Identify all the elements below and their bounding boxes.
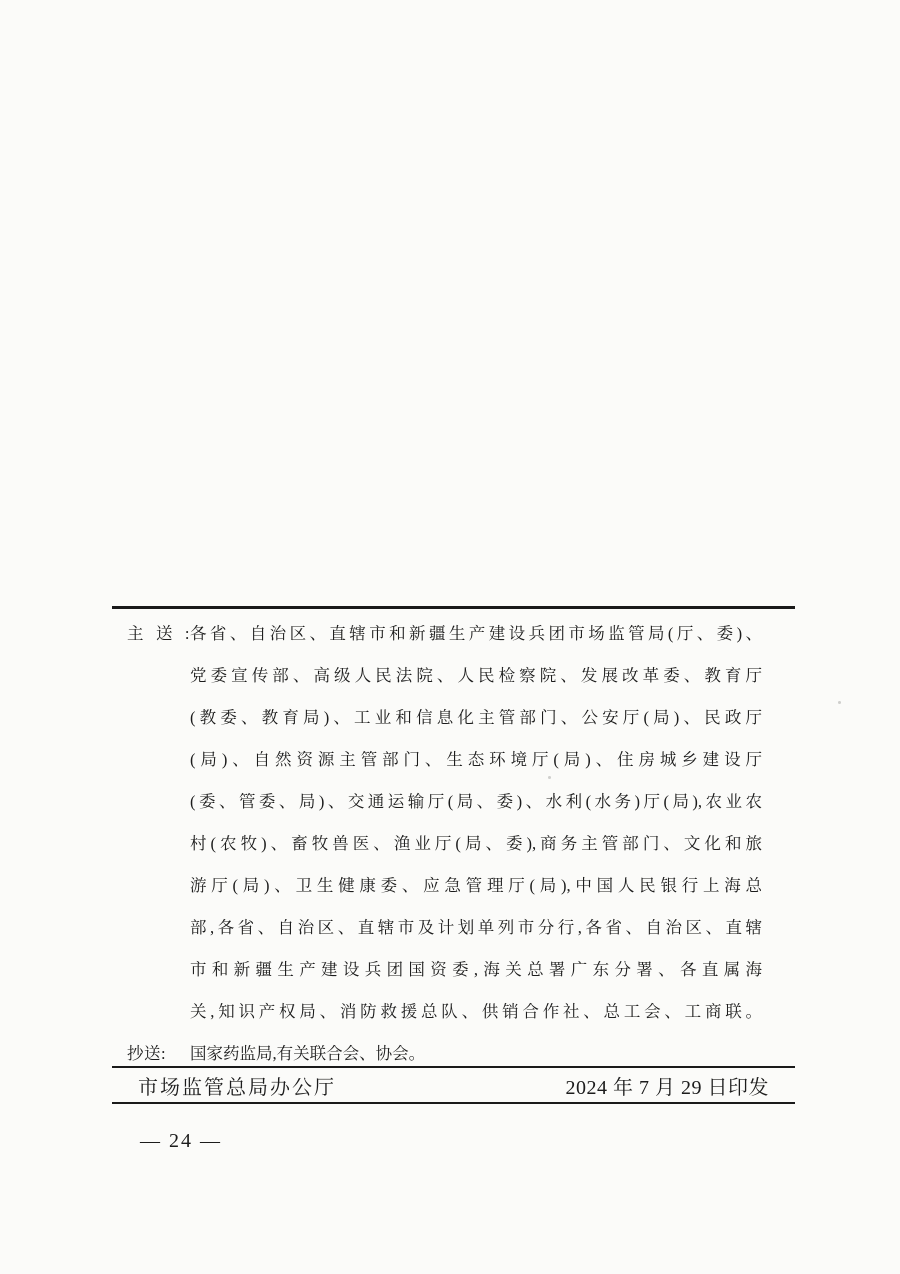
distribution-line <box>190 907 762 949</box>
distribution-line <box>190 739 762 781</box>
distribution-line-text: 游厅(局)、卫生健康委、应急管理厅(局),中国人民银行上海总 <box>190 876 762 895</box>
distribution-line-text: 部,各省、自治区、直辖市及计划单列市分行,各省、自治区、直辖 <box>190 918 762 937</box>
issuing-office: 市场监管总局办公厅 <box>138 1076 336 1099</box>
imprint-bar <box>112 1066 795 1104</box>
distribution-line <box>190 655 762 697</box>
distribution-line <box>190 949 762 991</box>
distribution-line <box>190 991 762 1033</box>
distribution-line <box>190 823 762 865</box>
distribution-line-text: (委、管委、局)、交通运输厅(局、委)、水利(水务)厅(局),农业农 <box>190 792 762 811</box>
distribution-line-text: 村(农牧)、畜牧兽医、渔业厅(局、委),商务主管部门、文化和旅 <box>190 834 762 853</box>
distribution-line-text: 关,知识产权局、消防救援总队、供销合作社、总工会、工商联。 <box>190 1002 762 1021</box>
distribution-line-text: 各省、自治区、直辖市和新疆生产建设兵团市场监管局(厅、委)、 <box>190 624 762 643</box>
distribution-line <box>127 613 762 655</box>
main-distribution-label: 主送: <box>127 624 190 643</box>
distribution-block <box>112 606 795 1075</box>
distribution-line <box>190 781 762 823</box>
distribution-line <box>190 865 762 907</box>
scan-speck <box>838 701 841 704</box>
copy-distribution-text: 国家药监局,有关联合会、协会。 <box>190 1044 426 1063</box>
distribution-line-text: 党委宣传部、高级人民法院、人民检察院、发展改革委、教育厅 <box>190 666 762 685</box>
scan-speck <box>548 776 551 779</box>
print-date: 2024 年 7 月 29 日印发 <box>565 1076 769 1099</box>
distribution-line-text: (局)、自然资源主管部门、生态环境厅(局)、住房城乡建设厅 <box>190 750 762 769</box>
distribution-line <box>190 697 762 739</box>
page-number: — 24 — <box>140 1130 222 1152</box>
distribution-line-text: 市和新疆生产建设兵团国资委,海关总署广东分署、各直属海 <box>190 960 762 979</box>
distribution-line-text: (教委、教育局)、工业和信息化主管部门、公安厅(局)、民政厅 <box>190 708 762 727</box>
copy-distribution-label: 抄送: <box>127 1044 167 1063</box>
